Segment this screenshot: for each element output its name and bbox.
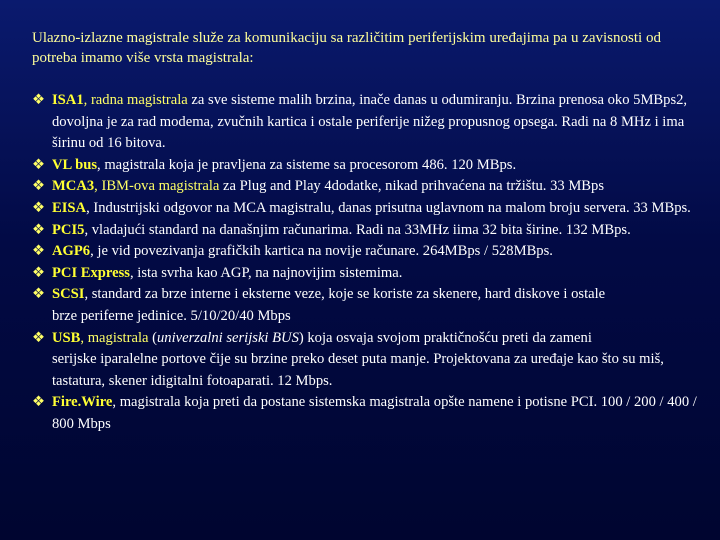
text-usb-italic: univerzalni serijski BUS xyxy=(157,329,299,346)
diamond-bullet-icon: ❖ xyxy=(32,156,46,173)
list-item-usb xyxy=(32,328,712,393)
list-item-firewire xyxy=(32,392,712,435)
diamond-bullet-icon: ❖ xyxy=(32,394,46,411)
text-agp: , je vid povezivanja grafičkih kartica na novije računare. 264MBps / 528MBps. xyxy=(90,243,553,260)
diamond-bullet-icon: ❖ xyxy=(32,199,46,216)
list-item-vl-bus xyxy=(32,155,712,177)
text-usb: ) koja osvaja svojom praktičnošću preti da zameni xyxy=(298,329,592,346)
text-eisa: , Industrijski odgovor na MCA magistralu, danas prisutna uglavnom na malom broju servera. 33 MBps. xyxy=(86,199,691,216)
term-firewire: Fire.Wire xyxy=(52,394,113,411)
diamond-bullet-icon: ❖ xyxy=(32,178,46,195)
text-pci-express: , ista svrha kao AGP, na najnovijim sistemima. xyxy=(129,264,403,281)
text-scsi: , standard za brze interne i eksterne veze, koje se koriste za skenere, hard diskove i ostale xyxy=(84,286,606,303)
term-scsi: SCSI xyxy=(52,286,85,303)
text-scsi-continued: brze periferne jedinice. 5/10/20/40 Mbps xyxy=(52,307,291,324)
diamond-bullet-icon: ❖ xyxy=(32,264,46,281)
intro-paragraph: Ulazno-izlazne magistrale služe za komunikaciju sa različitim periferijskim uređajima pa u zavisnosti od potreba imamo više vrsta magistrala: xyxy=(32,30,661,66)
diamond-bullet-icon: ❖ xyxy=(32,286,46,303)
list-item-pci-express xyxy=(32,263,712,285)
list-item-agp xyxy=(32,241,712,263)
term-pci-express: PCI Express xyxy=(52,264,130,281)
term-eisa: EISA xyxy=(52,199,87,216)
term-isa: ISA1 xyxy=(52,92,84,108)
list-item-scsi xyxy=(32,284,712,327)
list-item-isa xyxy=(32,90,712,155)
term-pci: PCI5 xyxy=(52,221,85,238)
diamond-bullet-icon: ❖ xyxy=(32,221,46,238)
term-mca-desc: , IBM-ova magistrala xyxy=(94,178,220,195)
text-usb-continued: serijske iparalelne portove čije su brzine preko deset puta manje. Projektovana za uređaje kao što su miš, tastatura, skener idigitalni fotoaparati. 12 Mbps. xyxy=(52,351,664,389)
text-usb-paren: ( xyxy=(148,329,157,346)
text-mca: za Plug and Play 4dodatke, nikad prihvaćena na tržištu. 33 MBps xyxy=(219,178,605,195)
list-item-eisa xyxy=(32,198,712,220)
term-usb-desc: , magistrala xyxy=(80,329,149,346)
bus-list xyxy=(32,90,712,436)
term-isa-desc: , radna magistrala xyxy=(83,92,188,108)
text-firewire: , magistrala koja preti da postane sistemska magistrala opšte namene i potisne PCI. 100 / 200 / 400 / 800 Mbps xyxy=(52,394,697,432)
text-pci: , vladajući standard na današnjim računarima. Radi na 33MHz iima 32 bita širine. 132 MBps. xyxy=(84,221,631,238)
list-item-pci xyxy=(32,220,712,242)
term-mca: MCA3 xyxy=(52,178,95,195)
term-agp: AGP6 xyxy=(52,243,91,260)
diamond-bullet-icon: ❖ xyxy=(32,329,46,346)
term-usb: USB xyxy=(52,329,81,346)
text-isa: za sve sisteme malih brzina, inače danas u odumiranju. Brzina prenosa oko 5MBps2, dovoljna je za rad modema, zvučnih kartica i ostale periferije nižeg propusnog opsega. Radi na 8 MHz i ima širinu od 16 bitova. xyxy=(52,92,688,152)
term-vl-bus: VL bus xyxy=(52,156,98,173)
diamond-bullet-icon: ❖ xyxy=(32,92,46,108)
text-vl-bus: , magistrala koja je pravljena za sisteme sa procesorom 486. 120 MBps. xyxy=(97,156,517,173)
list-item-mca xyxy=(32,176,712,198)
diamond-bullet-icon: ❖ xyxy=(32,243,46,260)
